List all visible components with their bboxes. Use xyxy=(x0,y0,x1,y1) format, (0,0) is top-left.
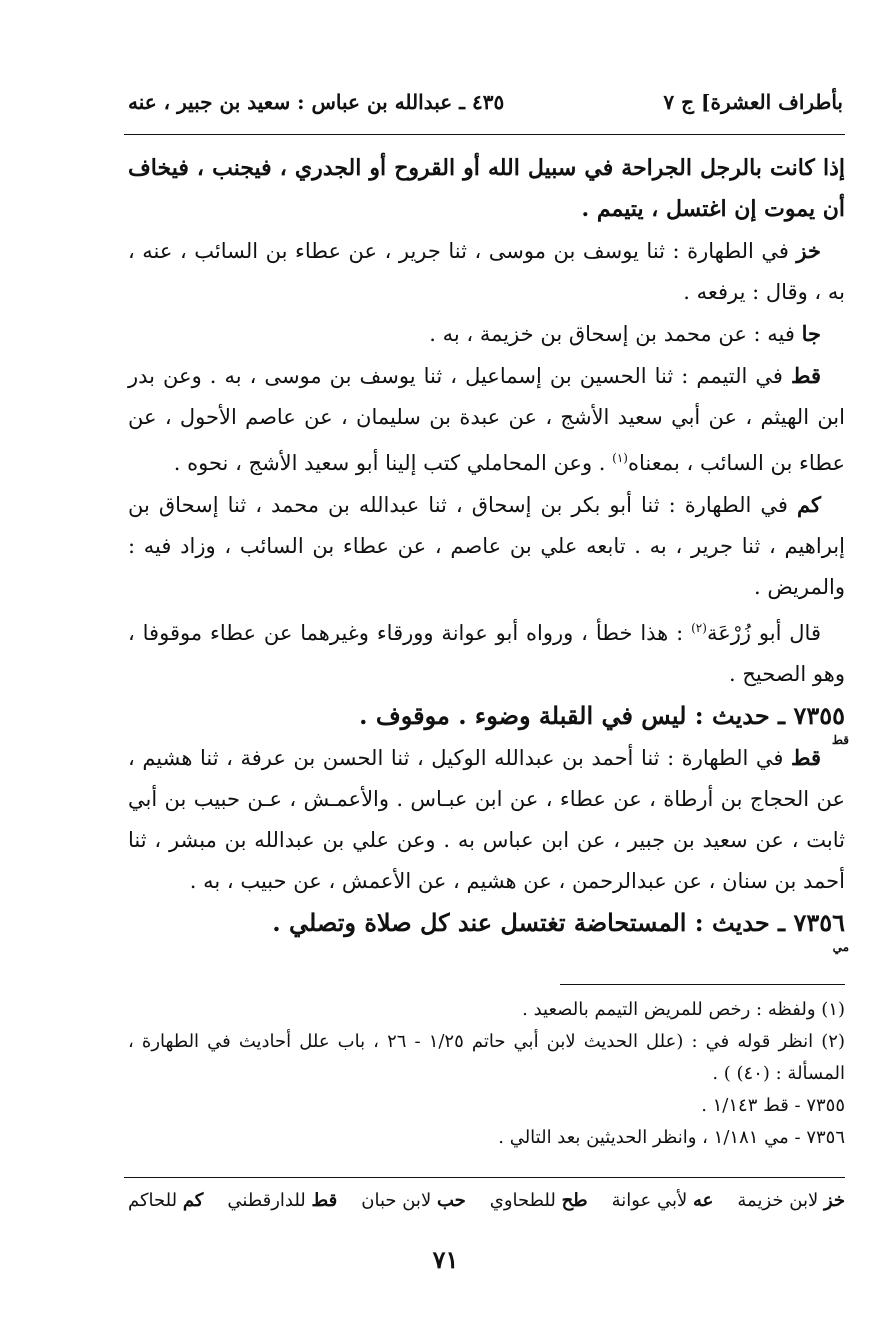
comment-abu-zura xyxy=(128,608,845,695)
footnote-ref: (٢) xyxy=(691,621,707,635)
comment-text: : هذا خطأ ، ورواه أبو عوانة وورقاء وغيرهما عن عطاء موقوفا ، وهو الصحيح . xyxy=(128,621,845,686)
hadith-number: ٧٣٥٥ xyxy=(793,701,845,730)
footnote: ٧٣٥٦ - مي ١/١٨١ ، وانظر الحديثين بعد التالي . xyxy=(498,1127,845,1148)
source-text: في الطهارة : ثنا أبو بكر بن إسحاق ، ثنا عبدالله بن محمد ، ثنا إسحاق بن إبراهيم ، ثنا جرير ، به . تابعه علي بن عاصم ، عن عطاء بن السائب ، وزاد فيه : والمريض . xyxy=(128,493,845,599)
source-text: . وعن المحاملي كتب إلينا أبو سعيد الأشج ، نحوه . xyxy=(173,451,613,475)
footnote: (١) ولفظه : رخص للمريض التيمم بالصعيد . xyxy=(522,999,845,1020)
abbrev-item: قط للدارقطني xyxy=(227,1190,338,1211)
hadith-heading-7356 xyxy=(128,902,849,954)
source-text: في التيمم : ثنا الحسين بن إسماعيل ، ثنا يوسف بن موسى ، به . وعن بدر ابن الهيثم ، عن أبي سعيد الأشج ، عن عبدة بن سليمان ، عن عاصم الأحول ، عن عطاء بن السائب ، بمعناه xyxy=(128,364,845,475)
source-khz xyxy=(128,230,845,313)
abbreviation-key xyxy=(128,1190,845,1211)
source-code: كم xyxy=(797,492,821,517)
running-header xyxy=(128,82,843,122)
abbrev-item: حب لابن حبان xyxy=(361,1190,466,1211)
hadith-heading-7355 xyxy=(128,695,849,747)
footnote-rule xyxy=(560,984,845,985)
source-text: فيه : عن محمد بن إسحاق بن خزيمة ، به . xyxy=(429,322,802,346)
footnote-ref: (١) xyxy=(612,451,628,465)
hadith-title: ـ حديث : ليس في القبلة وضوء . موقوف . xyxy=(359,701,794,730)
page-number: ٧١ xyxy=(432,1245,459,1274)
footnote: ٧٣٥٥ - قط ١/١٤٣ . xyxy=(701,1095,845,1116)
source-code: قط xyxy=(791,745,821,770)
side-tag: مي xyxy=(832,940,849,954)
source-text: في الطهارة : ثنا يوسف بن موسى ، ثنا جرير ، عن عطاء بن السائب ، عنه ، به ، وقال : يرفعه . xyxy=(128,239,845,304)
source-code: خز xyxy=(796,238,821,263)
abbrev-item: طح للطحاوي xyxy=(489,1190,588,1211)
side-tag: قط xyxy=(831,733,849,747)
source-km xyxy=(128,484,845,608)
abbrev-item: كم للحاكم xyxy=(128,1190,204,1211)
abbrev-item: خز لابن خزيمة xyxy=(737,1190,845,1211)
source-code: جا xyxy=(801,321,821,346)
abbrev-item: عه لأبي عوانة xyxy=(611,1190,714,1211)
main-text xyxy=(128,148,849,954)
header-section: ٤٣٥ ـ عبدالله بن عباس : سعيد بن جبير ، عنه xyxy=(128,90,505,114)
hadith-number: ٧٣٥٦ xyxy=(793,908,845,937)
source-code: قط xyxy=(791,363,821,388)
footnote: (٢) انظر قوله في : (علل الحديث لابن أبي حاتم ١/٢٥ - ٢٦ ، باب علل أحاديث في الطهارة ، المسألة : (٤٠) ) . xyxy=(128,1031,845,1084)
header-rule xyxy=(124,134,845,135)
hadith-title: ـ حديث : المستحاضة تغتسل عند كل صلاة وتصلي . xyxy=(272,908,794,937)
source-qt-7355 xyxy=(128,737,845,902)
footnotes xyxy=(128,994,845,1154)
source-text: في الطهارة : ثنا أحمد بن عبدالله الوكيل ، ثنا الحسن بن عرفة ، ثنا هشيم ، عن الحجاج بن أرطاة ، عن عطاء ، عن ابن عبـاس . والأعمـش ، عـن حبيب بن أبي ثابت ، عن سعيد بن جبير ، عن ابن عباس به . وعن علي بن عبدالله بن مبشر ، ثنا أحمد بن سنان ، عن عبدالرحمن ، عن هشيم ، عن الأعمش ، عن حبيب ، به . xyxy=(128,746,845,893)
comment-text: قال أبو زُرْعَة xyxy=(706,621,821,645)
source-ja xyxy=(128,313,845,355)
footer-rule xyxy=(124,1177,845,1178)
hadith-text: إذا كانت بالرجل الجراحة في سبيل الله أو القروح أو الجدري ، فيجنب ، فيخاف أن يموت إن اغتسل ، يتيمم . xyxy=(128,155,845,222)
header-volume: بأطراف العشرة] ج ٧ xyxy=(663,90,843,114)
source-qt xyxy=(128,355,845,484)
